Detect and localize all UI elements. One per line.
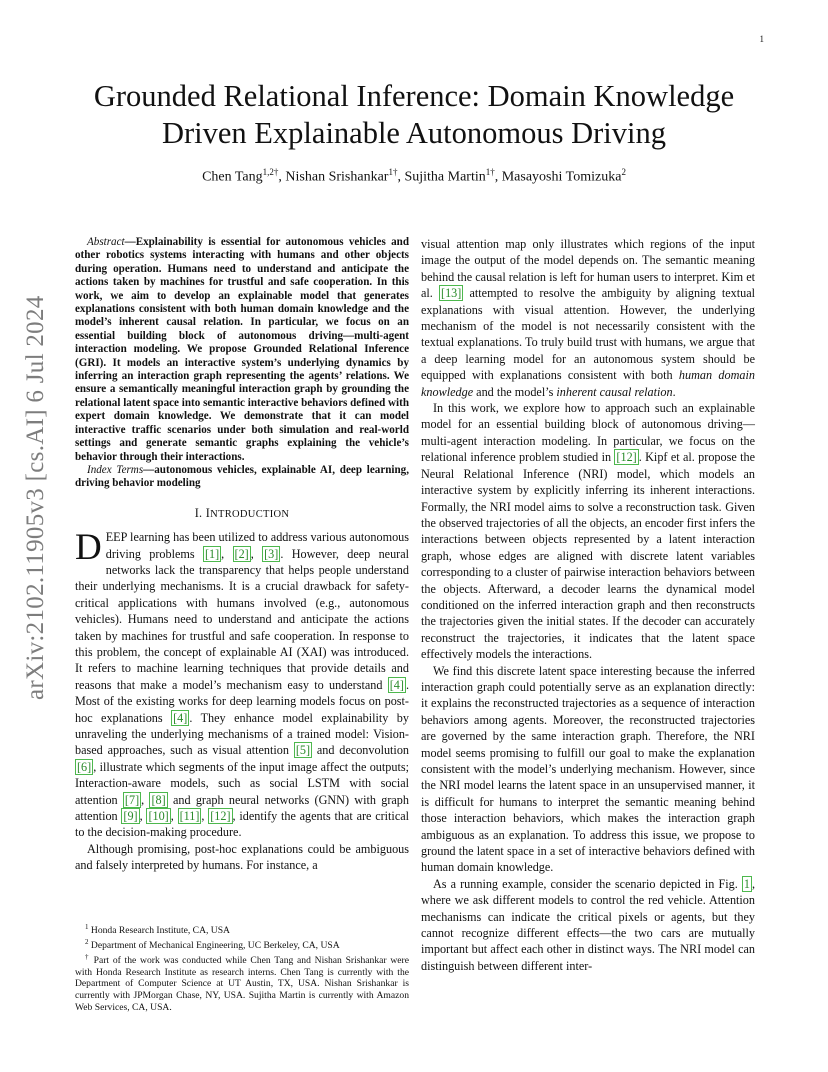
citation-link[interactable]: [8] (151, 792, 166, 807)
body-paragraph: In this work, we explore how to approach such an explainable model for an essential building block of autonomous driving—multi-agent interaction modeling. In particular, we focus on the relational inference problem studied in [12] . Kipf et al. propose the Neural Relational Inference (NRI) model, which models an interactive system by explicitly inferring its inherent interactions. Formally, the NRI model aims to solve a reconstruction task. Given the observed trajectories of all the objects, an encoder first infers the interactions between objects represented by a latent interaction graph, whose edges are aligned with discrete latent variables corresponding to a cluster of pairwise interaction behaviors between the objects. Afterward, a decoder learns the dynamical model conditioned on the inferred interaction graph and then reconstructs the trajectories given the initial states. If the decoder can accurately reconstruct the trajectories, it indicates that the latent space effectively models the interactions. (421, 401, 755, 662)
intro-paragraph: Although promising, post-hoc explanations could be ambiguous and falsely interpreted by humans. For instance, a (75, 841, 409, 873)
citation-link[interactable]: [1] (204, 546, 220, 561)
abstract-lead: Abstract (87, 236, 125, 248)
citation-link[interactable]: [9] (123, 809, 138, 824)
citation-link[interactable]: [5] (295, 743, 311, 758)
index-terms-lead: Index Terms (87, 463, 144, 476)
citation-link[interactable]: [6] (77, 759, 92, 774)
drop-cap: D (75, 527, 102, 569)
footnote: † Part of the work was conducted while Chen Tang and Nishan Srishankar were with Honda Research Institute as research interns. Chen Tang is currently with the Department of Computer Science at UT Austin, TX, USA. Nishan Srishankar is currently with JPMorgan Chase, NY, USA. Sujitha Martin is currently with Amazon Web Services, CA, USA. (75, 952, 410, 1013)
citation-link[interactable]: [2] (234, 546, 249, 561)
citation-link[interactable]: [11] (179, 809, 200, 824)
body-paragraph: We find this discrete latent space interesting because the inferred interaction graph could potentially serve as an explanation directly: it explains the reconstructed trajectories as a sequence of interaction behaviors among agents. Moreover, the reconstructed trajectories are governed by the same interaction graph. Therefore, the NRI model seems promising to fulfill our goal to make the explanation consistent with the model’s underlying mechanism. However, since the NRI model learns the latent space in an unsupervised manner, it is difficult for humans to interpret the semantic meaning behind those interaction behaviors, which makes the interaction graph ambiguous as an explanation. To address this issue, we propose to ground the latent space in a set of interactive behaviors defined with human domain knowledge. (421, 663, 755, 875)
intro-paragraph: DEEP learning has been utilized to address various autonomous driving problems [1] , [2] , [3] . However, deep neural networks lack the transparency that helps people understand their underlying mechanisms. It is a crucial drawback for safety-critical applications with humans involved (e.g., autonomous vehicles). Humans need to understand and anticipate the actions taken by machines for trustful and safe cooperation. In response to this problem, the concept of explainable AI (XAI) was introduced. It refers to machine learning techniques that provide details and reasons that make a model’s mechanism easy to understand [4] . Most of the existing works for deep learning models focus on post-hoc explanations [4] . They enhance model explainability by unraveling the underlying mechanisms of a trained model: Vision-based approaches, such as visual attention [5] and deconvolution [6] , illustrate which segments of the input image affect the outputs; Interaction-aware models, such as social LSTM with social attention [7] , [8] and graph neural networks (GNN) with graph attention [9] , [10] , [11] , [12] , identify the agents that are critical to the decision-making procedure. (75, 527, 410, 840)
citation-link[interactable]: [4] (389, 677, 404, 692)
citation-link[interactable]: [13] (441, 286, 462, 301)
figure-link[interactable]: 1 (743, 876, 750, 891)
citation-link[interactable]: [7] (124, 792, 140, 807)
author-list: Chen Tang$^{1,2\dagger}$, Nishan Srishankar$^{1\dagger}$, Sujitha Martin$^{1\dagger}$, Masayoshi Tomizuka$^2$ (202, 167, 626, 185)
author-affiliation: 1† (485, 167, 495, 177)
author-name: Sujitha Martin (404, 169, 486, 185)
citation-link[interactable]: [3] (264, 546, 279, 561)
page-number: 1 (759, 34, 764, 44)
citation-link[interactable]: [4] (173, 710, 188, 725)
citation-link[interactable]: [12] (616, 450, 637, 465)
emphasis: human domain knowledge (421, 368, 755, 399)
author-affiliation: 2 (621, 167, 626, 177)
author-affiliation: 1,2† (262, 167, 279, 177)
body-paragraph: visual attention map only illustrates which regions of the input image the output of the model depends on. The semantic meaning behind the causal relation is left for human users to interpret. Kim et al. [13] attempted to resolve the ambiguity by aligning textual explanations with visual attention. However, the underlying mechanism of the model is not necessarily consistent with the textual explanations. To truly build trust with humans, we argue that a deep learning model for an autonomous system should be equipped with explanations consistent with both human domain knowledge and the model’s inherent causal relation. (421, 237, 755, 399)
left-column (75, 236, 409, 874)
citation-link[interactable]: [10] (148, 809, 169, 824)
author-name: Chen Tang (202, 169, 263, 185)
footnote: $^1$ Honda Research Institute, CA, USA (85, 923, 230, 937)
right-column (421, 236, 755, 974)
section-heading: I. INTRODUCTION (194, 505, 290, 520)
citation-link[interactable]: [12] (210, 809, 231, 824)
abstract (75, 236, 409, 464)
author-name: Masayoshi Tomizuka (501, 169, 622, 185)
body-paragraph: As a running example, consider the scenario depicted in Fig. 1 , where we ask different models to control the red vehicle. Attention mechanisms can indicate the critical pixels or agents, but they cannot recognize different effects—the two cars are mutually important but affect each other in distinct ways. The NRI model can distinguish between different inter- (421, 876, 755, 973)
footnotes (75, 922, 409, 1013)
arxiv-identifier[interactable]: arXiv:2102.11905v3 [cs.AI] 6 Jul 2024 (22, 295, 49, 700)
footnote: $^2$ Department of Mechanical Engineering, UC Berkeley, CA, USA (85, 937, 340, 952)
abstract-text: —Explainability is essential for autonomous vehicles and other robotics systems interacting with humans and other objects during operation. Humans need to understand and anticipate the actions taken by machines for trustful and safe cooperation. In this work, we aim to develop an explainable model that generates explanations consistent with both human domain knowledge and the model’s inherent causal relation. In particular, we focus on an essential building block of autonomous driving—multi-agent interaction modeling. We propose Grounded Relational Inference (GRI). It models an interactive system’s underlying dynamics by inferring an interaction graph representing the agents’ relations. We ensure a semantically meaningful interaction graph by grounding the relational latent space into semantic interactive behaviors defined with expert domain knowledge. We demonstrate that it can model interactive traffic scenarios under both simulation and real-world settings and generate semantic graphs explaining the vehicle’s behavior through their interactions. (75, 236, 409, 463)
author-affiliation: 1† (388, 167, 398, 177)
author-name: Nishan Srishankar (285, 169, 389, 185)
index-terms (75, 464, 409, 491)
paper-title: Grounded Relational Inference: Domain Knowledge Driven Explainable Autonomous Driving (93, 79, 735, 150)
emphasis: inherent causal relation (556, 384, 673, 399)
index-terms-text: —autonomous vehicles, explainable AI, deep learning, driving behavior modeling (75, 463, 409, 490)
